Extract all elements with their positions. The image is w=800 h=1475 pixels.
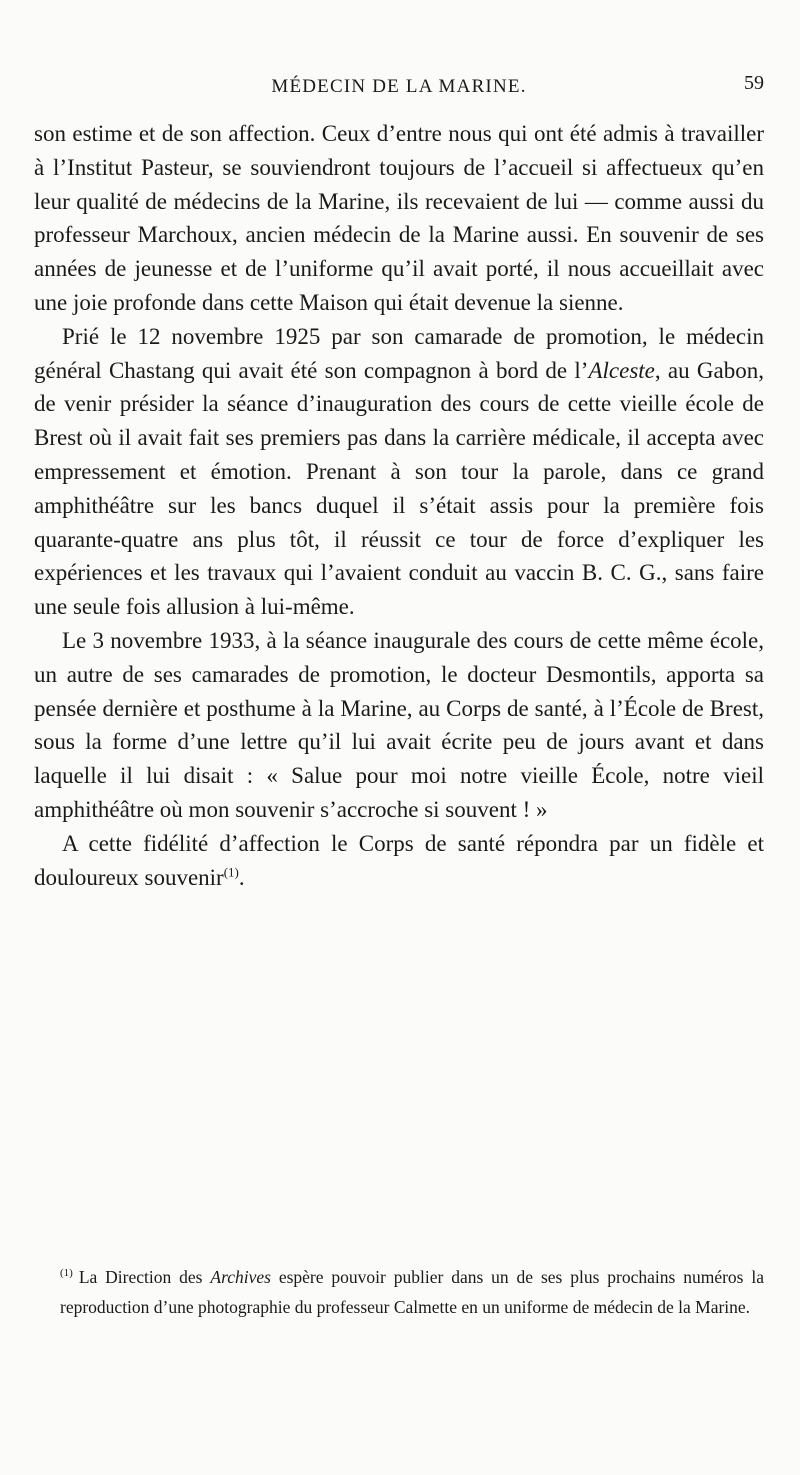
paragraph-2-text-a: Prié le 12 novembre 1925 par son camarade de promotion, le médecin général Chastang qui avait été son compagnon à bord de l’ [34,323,764,383]
running-head [34,72,764,106]
footnote-reference[interactable]: (1) [223,863,239,879]
footnote-archives: Archives [210,1267,271,1287]
paragraph-1-text: son estime et de son affection. Ceux d’entre nous qui ont été admis à travailler à l’Institut Pasteur, se souviendront toujours de l’accueil si affectueux qu’en leur qualité de médecins de la Marine, ils recevaient de lui — comme aussi du professeur Marchoux, ancien médecin de la Marine aussi. En souvenir de ses années de jeunesse et de l’uniforme qu’il avait porté, il nous accueillait avec une joie profonde dans cette Maison qui était devenue la sienne. [34,121,764,315]
paragraph-4 [34,827,764,895]
footnote [60,1262,764,1322]
paragraph-3-text: Le 3 novembre 1933, à la séance inaugurale des cours de cette même école, un autre de ses camarades de promotion, le docteur Desmontils, apporta sa pensée dernière et posthume à la Marine, au Corps de santé, à l’École de Brest, sous la forme d’une lettre qu’il lui avait écrite peu de jours avant et dans laquelle il lui disait : « Salue pour moi notre vieille École, notre vieil amphithéâtre où mon souvenir s’accroche si souvent ! » [34,627,764,822]
paragraph-1 [34,117,764,320]
paragraph-3 [34,624,764,827]
footnote-text-b: espère pouvoir publier dans un de ses plus prochains numéros la reproduction d’une photographie du professeur Calmette en un uniforme de médecin de la Marine. [60,1267,764,1317]
paragraph-2-text-b: , au Gabon, de venir présider la séance d’inauguration des cours de cette vieille école de Brest où il avait fait ses premiers pas dans la carrière médicale, il accepta avec empressement et émotion. Prenant à son tour la parole, dans ce grand amphithéâtre sur les bancs duquel il s’était assis pour la première fois quarante-quatre ans plus tôt, il réussit ce tour de force d’expliquer les expériences et les travaux qui l’avaient conduit au vaccin B. C. G., sans faire une seule fois allusion à lui-même. [34,357,764,620]
paragraph-4-end: . [238,864,245,890]
body-text [34,117,764,894]
page-number: 59 [744,72,764,94]
footnote-text-a: La Direction des [78,1267,211,1287]
paragraph-4-text: A cette fidélité d’affection le Corps de santé répondra par un fidèle et douloureux souvenir [34,830,764,890]
ship-name: Alceste [588,357,655,383]
paragraph-2 [34,320,764,624]
running-title: MÉDECIN DE LA MARINE. [271,76,527,97]
footnote-mark: (1) [60,1267,73,1280]
